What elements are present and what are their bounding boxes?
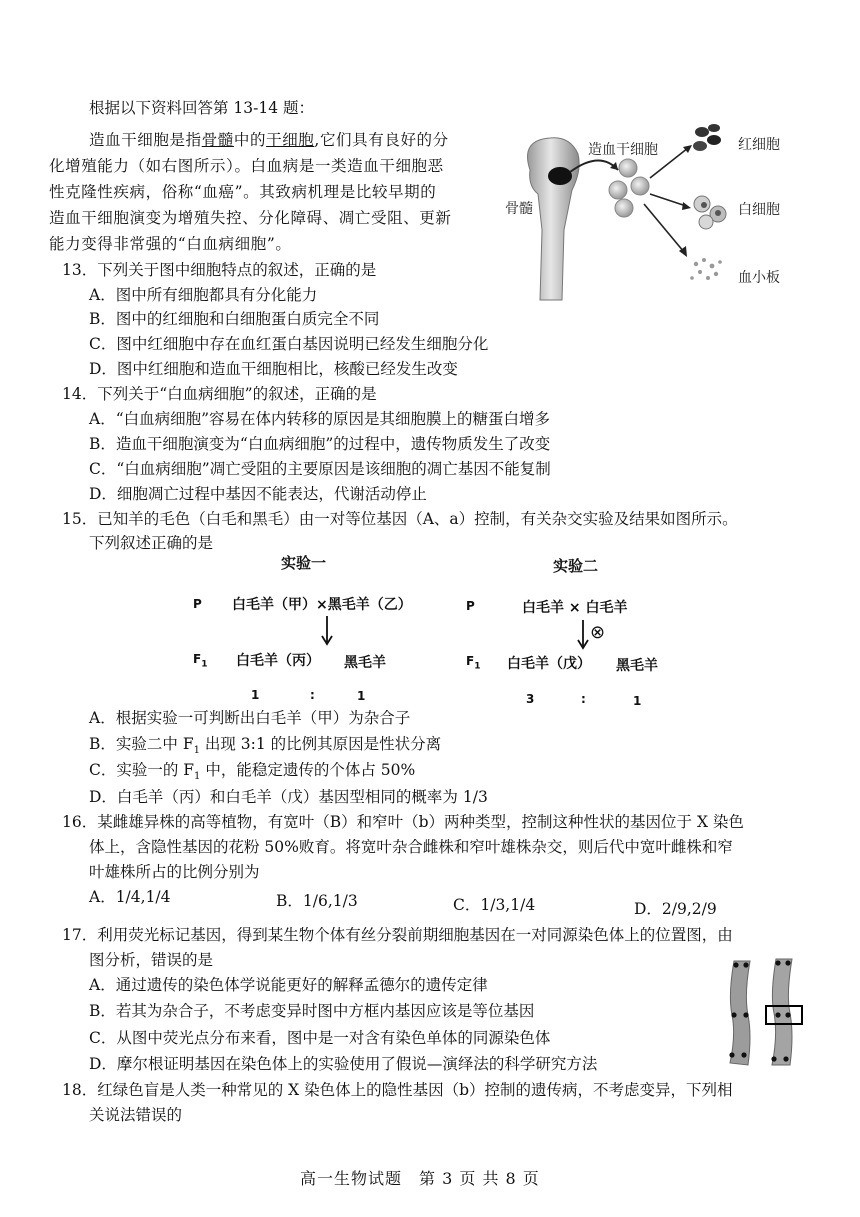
chromosome-right [772, 959, 792, 1065]
label-platelet: 血小板 [738, 270, 780, 286]
arrow-to-wbc [650, 194, 686, 206]
page-footer: 高一生物试题 第 3 页 共 8 页 [300, 1169, 540, 1188]
q13-option-c[interactable]: C．图中红细胞中存在血红蛋白基因说明已经发生细胞分化 [89, 335, 489, 353]
chromosome-figure [718, 955, 818, 1070]
stem-cell [619, 159, 637, 177]
label-stem-cell: 造血干细胞 [588, 142, 658, 158]
q15-option-a[interactable]: A．根据实验一可判断出白毛羊（甲）为杂合子 [89, 709, 411, 727]
stem-cell [609, 181, 627, 199]
exp1-f1-label: $F_1$ [193, 652, 208, 670]
exp2-ratio-1: 3 [526, 692, 535, 706]
q13-stem: 13．下列关于图中细胞特点的叙述，正确的是 [62, 261, 377, 279]
q16-stem-1: 16．某雌雄异株的高等植物，有宽叶（B）和窄叶（b）两种类型，控制这种性状的基因位于 X 染色 [62, 813, 744, 831]
section-heading: 根据以下资料回答第 13-14 题： [89, 99, 315, 117]
stem-cell [631, 177, 649, 195]
intro-line-5: 能力变得非常强的“白血病细胞”。 [49, 235, 292, 253]
arrow-to-platelet [644, 204, 684, 252]
q13-option-a[interactable]: A．图中所有细胞都具有分化能力 [89, 286, 318, 304]
exp1-child-white: 白毛羊（丙） [236, 653, 320, 669]
q16-stem-3: 叶雄株所占的比例分别为 [89, 863, 260, 881]
exp1-parents: 白毛羊（甲）×黑毛羊（乙） [232, 597, 412, 613]
rbc [693, 141, 707, 151]
selfing-icon: ⊗ [590, 622, 606, 643]
stem-cell [615, 199, 633, 217]
exp1-title: 实验一 [281, 554, 327, 572]
exp2-child-white: 白毛羊（戊） [507, 656, 591, 672]
q14-option-c[interactable]: C．“白血病细胞”凋亡受阻的主要原因是该细胞的凋亡基因不能复制 [89, 460, 551, 478]
q17-stem-2: 图分析，错误的是 [89, 951, 214, 969]
exp2-parents: 白毛羊 × 白毛羊 [522, 600, 628, 616]
intro-line-2: 化增殖能力（如右图所示）。白血病是一类造血干细胞恶 [49, 157, 444, 175]
intro-text: 造血干细胞是指 [89, 131, 202, 149]
label-wbc: 白细胞 [738, 202, 780, 218]
q17-option-a[interactable]: A．通过遗传的染色体学说能更好的解释孟德尔的遗传定律 [89, 976, 488, 994]
q17-stem-1: 17．利用荧光标记基因，得到某生物个体有丝分裂前期细胞基因在一对同源染色体上的位置图，由 [62, 926, 733, 944]
exp2-arrow [575, 618, 591, 652]
exp2-title: 实验二 [553, 557, 599, 575]
exp2-child-black: 黑毛羊 [616, 658, 658, 674]
q13-option-b[interactable]: B．图中的红细胞和白细胞蛋白质完全不同 [89, 310, 380, 328]
q14-stem: 14．下列关于“白血病细胞”的叙述，正确的是 [62, 385, 377, 403]
q14-option-b[interactable]: B．造血干细胞演变为“白血病细胞”的过程中，遗传物质发生了改变 [89, 435, 551, 453]
intro-underline-stemcell: 干细胞 [266, 131, 315, 149]
intro-text: 中的 [233, 131, 267, 149]
q17-option-c[interactable]: C．从图中荧光点分布来看，图中是一对含有染色单体的同源染色体 [89, 1029, 551, 1047]
intro-text: ,它们具有良好的分 [314, 131, 449, 149]
intro-line-3: 性克隆性疾病，俗称“血癌”。其致病机理是比较早期的 [49, 183, 437, 201]
exp1-ratio-1: 1 [251, 688, 260, 702]
q18-stem-1: 18．红绿色盲是人类一种常见的 X 染色体上的隐性基因（b）控制的遗传病，不考虑变异，下列相 [62, 1081, 733, 1099]
q14-option-a[interactable]: A．“白血病细胞”容易在体内转移的原因是其细胞膜上的糖蛋白增多 [89, 410, 551, 428]
q16-option-b[interactable]: B．1/6,1/3 [276, 892, 358, 910]
wbc [699, 215, 713, 229]
q16-option-d[interactable]: D．2/9,2/9 [634, 900, 717, 918]
q15-option-b[interactable]: B．实验二中 $F_1$ 出现 3:1 的比例其原因是性状分离 [89, 735, 442, 757]
rbc [707, 135, 721, 145]
exp1-arrow [319, 614, 335, 648]
stem-cell-figure [500, 110, 820, 310]
exp1-child-black: 黑毛羊 [344, 655, 386, 671]
chromosome-diagram [718, 955, 818, 1070]
rbc [695, 127, 709, 137]
q14-option-d[interactable]: D．细胞凋亡过程中基因不能表达，代谢活动停止 [89, 485, 427, 503]
intro-line-4: 造血干细胞演变为增殖失控、分化障碍、凋亡受阻、更新 [49, 209, 452, 227]
exp2-ratio-2: 1 [633, 694, 642, 708]
exp1-p-label: P [193, 597, 202, 611]
intro-underline-marrow: 骨髓 [201, 131, 234, 149]
q15-stem-1: 15．已知羊的毛色（白毛和黑毛）由一对等位基因（A、a）控制，有关杂交实验及结果如图所示。 [62, 510, 738, 528]
q17-option-d[interactable]: D．摩尔根证明基因在染色体上的实验使用了假说—演绎法的科学研究方法 [89, 1055, 598, 1073]
intro-line-1 [89, 130, 449, 150]
marrow-spot [548, 167, 572, 185]
platelets [690, 258, 722, 280]
q15-option-c[interactable]: C．实验一的 $F_1$ 中，能稳定遗传的个体占 50% [89, 761, 416, 783]
exp1-ratio-2: 1 [357, 689, 366, 703]
exp1-ratio-colon: : [310, 688, 315, 702]
exp2-ratio-colon: : [581, 692, 586, 706]
exp2-f1-label: $F_1$ [466, 654, 481, 672]
q13-option-d[interactable]: D．图中红细胞和造血干细胞相比，核酸已经发生改变 [89, 360, 458, 378]
q16-option-c[interactable]: C．1/3,1/4 [453, 896, 536, 914]
label-rbc: 红细胞 [738, 137, 780, 153]
q16-option-a[interactable]: A．1/4,1/4 [89, 888, 171, 906]
q15-option-d[interactable]: D．白毛羊（丙）和白毛羊（戊）基因型相同的概率为 1/3 [89, 788, 488, 806]
q17-option-b[interactable]: B．若其为杂合子，不考虑变异时图中方框内基因应该是等位基因 [89, 1002, 535, 1020]
q18-stem-2: 关说法错误的 [89, 1106, 183, 1124]
q15-stem-2: 下列叙述正确的是 [89, 534, 214, 552]
q16-stem-2: 体上，含隐性基因的花粉 50%败育。将宽叶杂合雌株和窄叶雄株杂交，则后代中宽叶雌株和窄 [89, 838, 733, 856]
label-marrow: 骨髓 [505, 201, 533, 217]
exp2-p-label: P [466, 599, 475, 613]
bone-shape [528, 138, 580, 300]
rbc [708, 124, 720, 132]
